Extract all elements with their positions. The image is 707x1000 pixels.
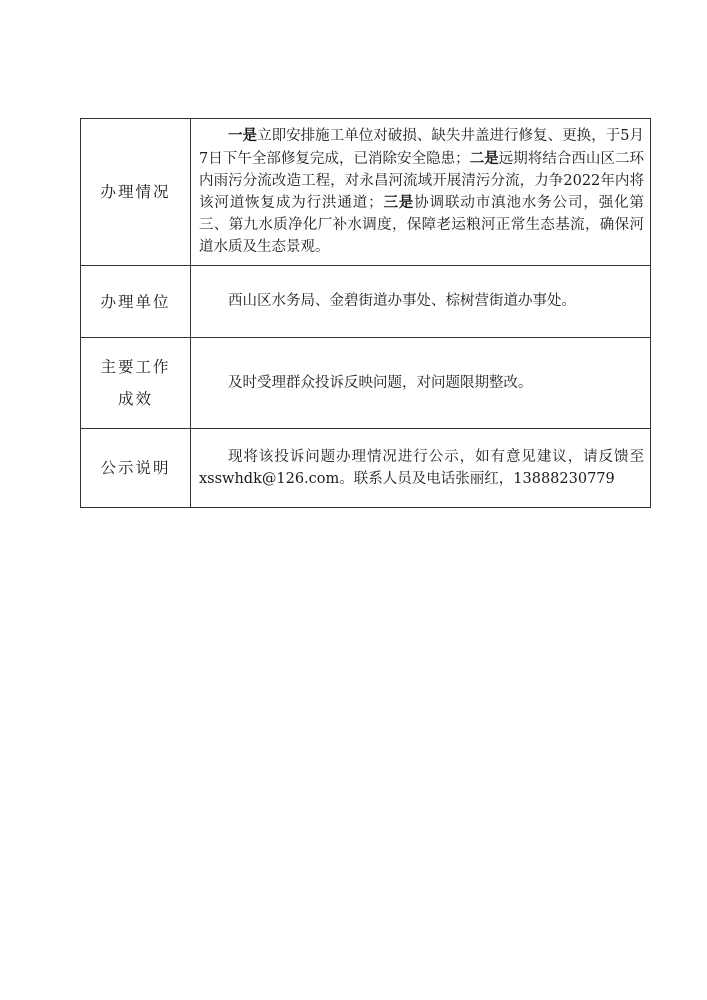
item-text-one: 立即安排施工单位对破损、缺失井盖进行修复、更换，于5月7日下午全部修复完成，已消除安全隐患；	[199, 128, 644, 167]
row-content-effect	[191, 338, 651, 429]
row-label-notice: 公示说明	[81, 429, 191, 508]
table-row	[81, 119, 651, 266]
row-label-handling: 办理情况	[81, 119, 191, 266]
effect-paragraph: 及时受理群众投诉反映问题，对问题限期整改。	[228, 374, 533, 391]
row-label-effect	[81, 338, 191, 429]
unit-paragraph: 西山区水务局、金碧街道办事处、棕树营街道办事处。	[228, 293, 576, 310]
notice-paragraph: 现将该投诉问题办理情况进行公示，如有意见建议，请反馈至xsswhdk@126.com。联系人员及电话张丽红，13888230779	[199, 448, 644, 487]
item-marker-one: 一是	[228, 127, 258, 145]
item-marker-two: 二是	[469, 149, 499, 167]
table-row	[81, 338, 651, 429]
row-content-notice	[191, 429, 651, 508]
handling-info-table	[80, 118, 651, 508]
row-label-effect-line1: 主要工作	[100, 358, 171, 376]
row-label-unit: 办理单位	[81, 266, 191, 338]
row-label-effect-line2: 成效	[117, 390, 153, 408]
row-content-handling	[191, 119, 651, 266]
item-marker-three: 三是	[382, 194, 415, 211]
table-row	[81, 429, 651, 508]
table-row	[81, 266, 651, 338]
item-text-three: 协调联动市滇池水务公司，强化第三、第九水质净化厂补水调度，保障老运粮河正常生态基流，确保河道水质及生态景观。	[199, 195, 644, 256]
handling-paragraph	[199, 125, 644, 258]
row-content-unit	[191, 266, 651, 338]
item-text-two: 远期将结合西山区二环内雨污分流改造工程，对永昌河流域开展清污分流，力争2022年内将该河道恢复成为行洪通道；	[199, 150, 644, 211]
